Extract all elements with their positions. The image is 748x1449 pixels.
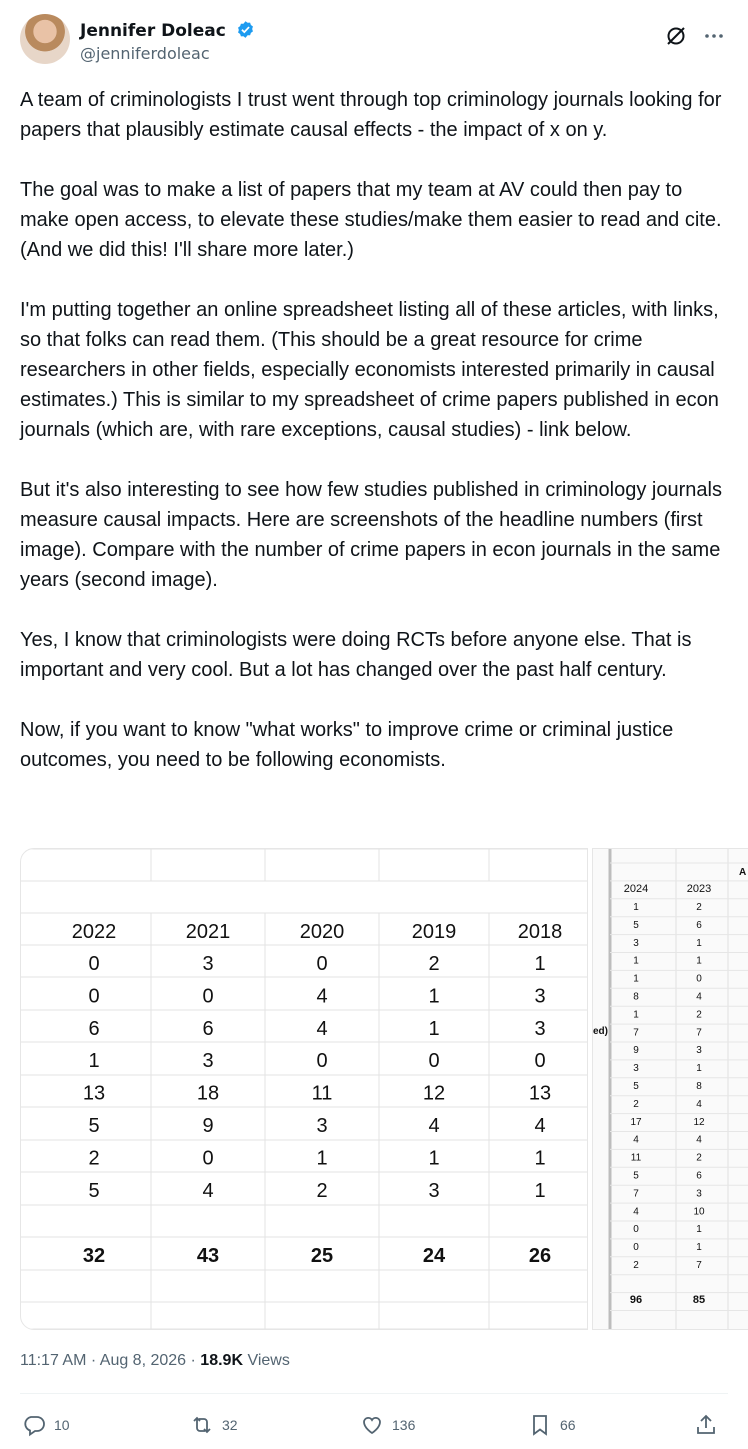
header-cell: 2023: [686, 883, 712, 895]
table-cell: 1: [696, 1224, 702, 1236]
post-date[interactable]: Aug 8, 2026: [99, 1352, 187, 1369]
table-cell: 3: [534, 1017, 546, 1040]
table-cell: 2: [696, 1152, 702, 1164]
reply-button[interactable]: [22, 1408, 70, 1442]
post-meta: [20, 1352, 290, 1370]
side-fragment: ed): [593, 1026, 608, 1037]
table-cell: 3: [428, 1179, 440, 1202]
author-name-text[interactable]: Jennifer Doleac: [80, 21, 226, 41]
table-cell: 1: [696, 955, 702, 967]
table-cell: 7: [633, 1188, 639, 1200]
table-cell: 1: [428, 985, 440, 1008]
reply-count: 10: [54, 1417, 70, 1433]
table-cell: 3: [202, 953, 214, 975]
table-cell: 4: [696, 1098, 702, 1110]
meta-separator: ·: [90, 1352, 97, 1369]
repost-icon: [190, 1413, 214, 1437]
table-cell: 11: [311, 1082, 333, 1105]
table-cell: 4: [633, 1206, 639, 1218]
table-cell: 1: [696, 1242, 702, 1254]
total-cell: 43: [196, 1245, 220, 1267]
action-bar: [20, 1408, 728, 1442]
table-cell: 17: [630, 1116, 642, 1128]
like-count: 136: [392, 1417, 416, 1433]
header-cell: 2021: [185, 921, 231, 943]
econ-table-graphic: [593, 849, 748, 1329]
table-cell: 1: [534, 1179, 546, 1202]
table-cell: 1: [696, 937, 702, 949]
table-cell: 13: [528, 1082, 552, 1105]
table-cell: 5: [633, 919, 639, 931]
table-cell: 3: [696, 1045, 702, 1057]
avatar[interactable]: [20, 14, 70, 64]
table-cell: 7: [696, 1260, 702, 1271]
table-cell: 5: [633, 1170, 639, 1182]
table-cell: 6: [696, 1170, 702, 1182]
image-econ-table[interactable]: [592, 848, 748, 1330]
table-cell: 6: [696, 919, 702, 931]
table-cell: 3: [202, 1050, 214, 1073]
table-cell: 7: [633, 1027, 639, 1039]
table-cell: 0: [202, 1147, 214, 1170]
table-cell: 2: [696, 1009, 702, 1021]
table-cell: 7: [696, 1027, 702, 1039]
views-count: 18.9K: [200, 1352, 243, 1369]
table-cell: 5: [88, 1115, 100, 1137]
table-cell: 4: [316, 985, 328, 1008]
image-criminology-table[interactable]: [20, 848, 588, 1330]
table-cell: 4: [633, 1134, 639, 1146]
table-cell: 2: [696, 902, 702, 913]
share-button[interactable]: [694, 1408, 718, 1442]
table-cell: 9: [633, 1045, 639, 1057]
header-cell: 2020: [299, 921, 345, 943]
table-cell: 4: [696, 1134, 702, 1146]
bookmark-button[interactable]: [528, 1408, 576, 1442]
criminology-table-graphic: [21, 849, 587, 1329]
table-cell: 2: [428, 953, 440, 975]
table-cell: 1: [534, 953, 546, 975]
table-cell: 6: [88, 1017, 100, 1040]
table-cell: 1: [88, 1050, 100, 1073]
table-cell: 1: [633, 902, 639, 913]
total-cell: 24: [422, 1245, 446, 1267]
table-cell: 13: [82, 1082, 106, 1105]
table-cell: 0: [202, 985, 214, 1008]
table-cell: 2: [88, 1147, 100, 1170]
table-cell: 4: [202, 1179, 214, 1202]
meta-separator-2: ·: [190, 1352, 196, 1369]
table-cell: 0: [696, 973, 702, 985]
table-cell: 0: [316, 1050, 328, 1073]
table-cell: 2: [316, 1179, 328, 1202]
verified-badge-icon: [236, 20, 255, 39]
bookmark-icon: [528, 1413, 552, 1437]
header-cell: 2024: [623, 883, 649, 895]
total-cell: 26: [528, 1245, 552, 1267]
author-name[interactable]: [80, 20, 255, 41]
repost-button[interactable]: [190, 1408, 238, 1442]
table-cell: 1: [633, 973, 639, 985]
table-cell: 2: [633, 1098, 639, 1110]
grok-icon[interactable]: [664, 24, 688, 48]
table-cell: 5: [88, 1179, 100, 1202]
table-cell: 3: [633, 1063, 639, 1075]
table-cell: 0: [88, 985, 100, 1008]
reply-icon: [22, 1413, 46, 1437]
table-cell: 0: [633, 1224, 639, 1236]
table-cell: 0: [88, 953, 100, 975]
table-cell: 1: [633, 955, 639, 967]
table-cell: 8: [696, 1081, 702, 1092]
table-cell: 0: [633, 1242, 639, 1254]
media-grid: [20, 848, 748, 1328]
table-cell: 18: [196, 1082, 220, 1105]
total-cell: 96: [629, 1294, 643, 1306]
table-cell: 1: [428, 1017, 440, 1040]
more-options-icon[interactable]: [702, 24, 726, 48]
table-cell: 1: [696, 1063, 702, 1075]
views-label: Views: [247, 1352, 290, 1369]
table-cell: 11: [630, 1152, 642, 1164]
total-cell: 85: [692, 1294, 706, 1306]
table-cell: 10: [693, 1206, 705, 1218]
header-cell: 2022: [71, 921, 117, 943]
table-cell: 0: [316, 953, 328, 975]
table-cell: 3: [316, 1115, 328, 1137]
table-cell: 0: [428, 1050, 440, 1073]
post-text: A team of criminologists I trust went through top criminology journals looking for papers that plausibly estimate causal effects - the impact of x on y. The goal was to make a list of papers that my team at AV could then pay to make open access, to elevate these studies/make them easier to read and cite. (And we did this! I'll share more later.) I'm putting together an online spreadsheet listing all of these articles, with links, so that folks can read them. (This should be a great resource for crime researchers in other fields, especially economists interested primarily in causal estimates.) This is similar to my spreadsheet of crime papers published in econ journals (which are, with rare exceptions, causal studies) - link below. But it's also interesting to see how few studies published in criminology journals measure causal impacts. Here are screenshots of the headline numbers (first image). Compare with the number of crime papers in econ journals in the same years (second image). Yes, I know that criminologists were doing RCTs before anyone else. That is important and very cool. But a lot has changed over the past half century. Now, if you want to know "what works" to improve crime or criminal justice outcomes, you need to be following economists.: [20, 89, 722, 771]
table-cell: 3: [696, 1188, 702, 1200]
author-handle[interactable]: @jenniferdoleac: [80, 44, 210, 63]
header-cell: 2019: [411, 921, 457, 943]
header-fragment: A: [739, 867, 747, 878]
table-cell: 1: [633, 1009, 639, 1021]
like-button[interactable]: [360, 1408, 415, 1442]
repost-count: 32: [222, 1417, 238, 1433]
table-cell: 12: [693, 1116, 705, 1128]
table-cell: 12: [422, 1082, 446, 1105]
total-cell: 32: [82, 1245, 106, 1267]
table-cell: 0: [534, 1050, 546, 1073]
table-cell: 4: [316, 1017, 328, 1040]
post-time[interactable]: 11:17 AM: [20, 1352, 87, 1369]
table-cell: 5: [633, 1081, 639, 1092]
table-cell: 6: [202, 1017, 214, 1040]
table-cell: 3: [633, 937, 639, 949]
post-header: [20, 14, 728, 66]
table-cell: 1: [534, 1147, 546, 1170]
table-cell: 3: [534, 985, 546, 1008]
bookmark-count: 66: [560, 1417, 576, 1433]
table-cell: 1: [316, 1147, 328, 1170]
table-cell: 4: [696, 991, 702, 1003]
heart-icon: [360, 1413, 384, 1437]
table-cell: 1: [428, 1147, 440, 1170]
header-cell: 2018: [517, 921, 563, 943]
divider: [20, 1393, 728, 1394]
table-cell: 4: [428, 1115, 440, 1137]
table-cell: 9: [202, 1115, 214, 1137]
total-cell: 25: [310, 1245, 334, 1267]
share-icon: [694, 1413, 718, 1437]
table-cell: 2: [633, 1260, 639, 1271]
table-cell: 4: [534, 1115, 546, 1137]
table-cell: 8: [633, 991, 639, 1003]
